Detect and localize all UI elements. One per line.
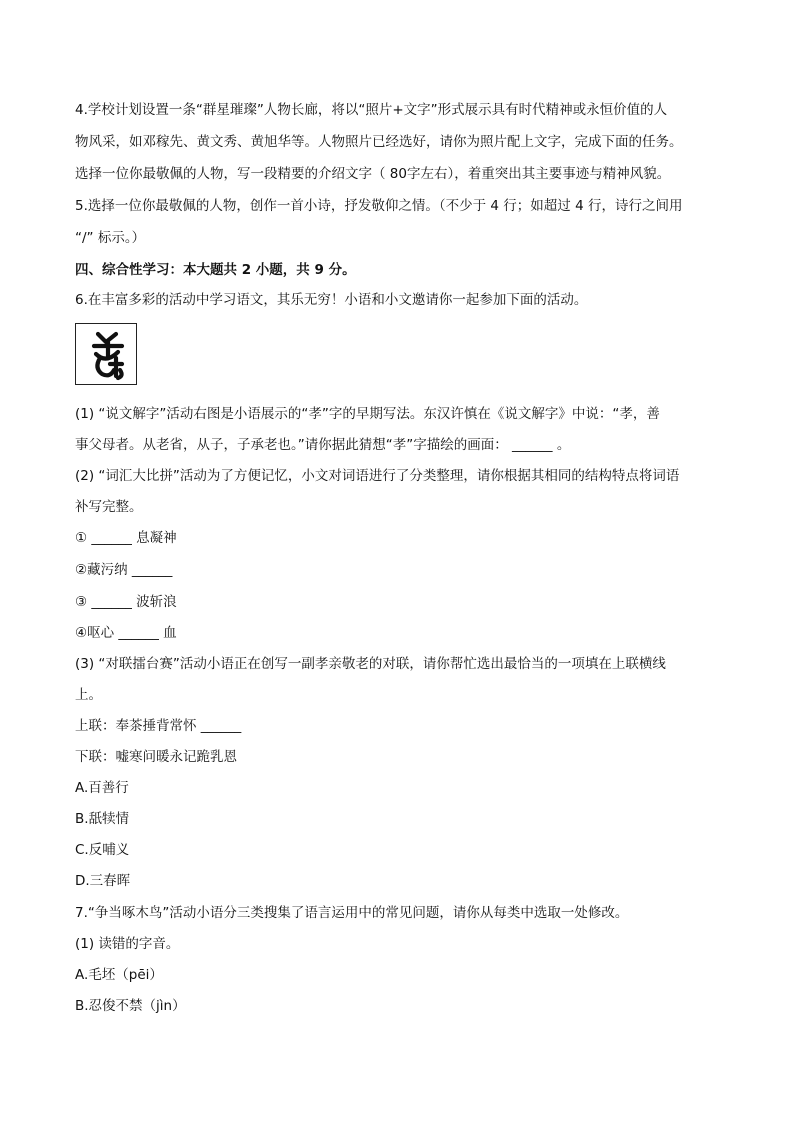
q6-word-2: ②藏污纳 ______	[75, 562, 173, 578]
q4-line-3: 选择一位你最敬佩的人物，写一段精要的介绍文字（ 80字左右），着重突出其主要事迹与精神风貌。	[75, 166, 671, 182]
q6-option-b: B.舐犊情	[75, 811, 130, 827]
q6-option-a: A.百善行	[75, 780, 129, 796]
q6-sub3-line-2: 上。	[75, 687, 102, 703]
q6-sub2-line-1: (2) “词汇大比拼”活动为了方便记忆，小文对词语进行了分类整理，请你根据其相同的结构特点将词语	[75, 468, 680, 484]
q6-sub1-line-2: 事父母者。从老省，从子，子承老也。”请你据此猜想“孝”字描绘的画面： ______ 。	[75, 437, 571, 453]
q6-word-4: ④呕心 ______ 血	[75, 625, 177, 641]
section-heading: 四、综合性学习：本大题共 2 小题，共 9 分。	[75, 262, 356, 278]
q6-option-c: C.反哺义	[75, 842, 130, 858]
q6-sub2-line-2: 补写完整。	[75, 499, 143, 515]
q4-line-2: 物风采，如邓稼先、黄文秀、黄旭华等。人物照片已经选好，请你为照片配上文字，完成下面的任务。	[75, 134, 683, 150]
couplet-upper: 上联：奉茶捶背常怀 ______	[75, 718, 242, 734]
q5-line-1: 5.选择一位你最敬佩的人物，创作一首小诗，抒发敬仰之情。（不少于 4 行；如超过 4 行，诗行之间用	[75, 198, 683, 214]
q6-sub1-line-1: (1) “说文解字”活动右图是小语展示的“孝”字的早期写法。东汉许慎在《说文解字》中说：“孝，善	[75, 406, 660, 422]
q7-option-b: B.忍俊不禁（jìn）	[75, 998, 186, 1014]
couplet-lower: 下联：嘘寒问暖永记跪乳恩	[75, 749, 237, 765]
q7-sub1: (1) 读错的字音。	[75, 936, 180, 952]
q5-line-2: “/” 标示。）	[75, 230, 146, 246]
q6-intro: 6.在丰富多彩的活动中学习语文，其乐无穷！小语和小文邀请你一起参加下面的活动。	[75, 292, 588, 308]
q7-intro: 7.“争当啄木鸟”活动小语分三类搜集了语言运用中的常见问题，请你从每类中选取一处修改。	[75, 905, 629, 921]
q7-option-a: A.毛坯（pēi）	[75, 967, 163, 983]
q6-word-3: ③ ______ 波斩浪	[75, 594, 177, 610]
q6-sub3-line-1: (3) “对联擂台赛”活动小语正在创写一副孝亲敬老的对联，请你帮忙选出最恰当的一项填在上联横线	[75, 656, 666, 672]
q6-option-d: D.三春晖	[75, 873, 131, 889]
xiao-seal-glyph-icon	[76, 324, 138, 386]
q6-word-1: ① ______ 息凝神	[75, 530, 177, 546]
q4-line-1: 4.学校计划设置一条“群星璀璨”人物长廊，将以“照片+文字”形式展示具有时代精神或永恒价值的人	[75, 102, 668, 118]
xiao-seal-script-image	[75, 323, 137, 385]
